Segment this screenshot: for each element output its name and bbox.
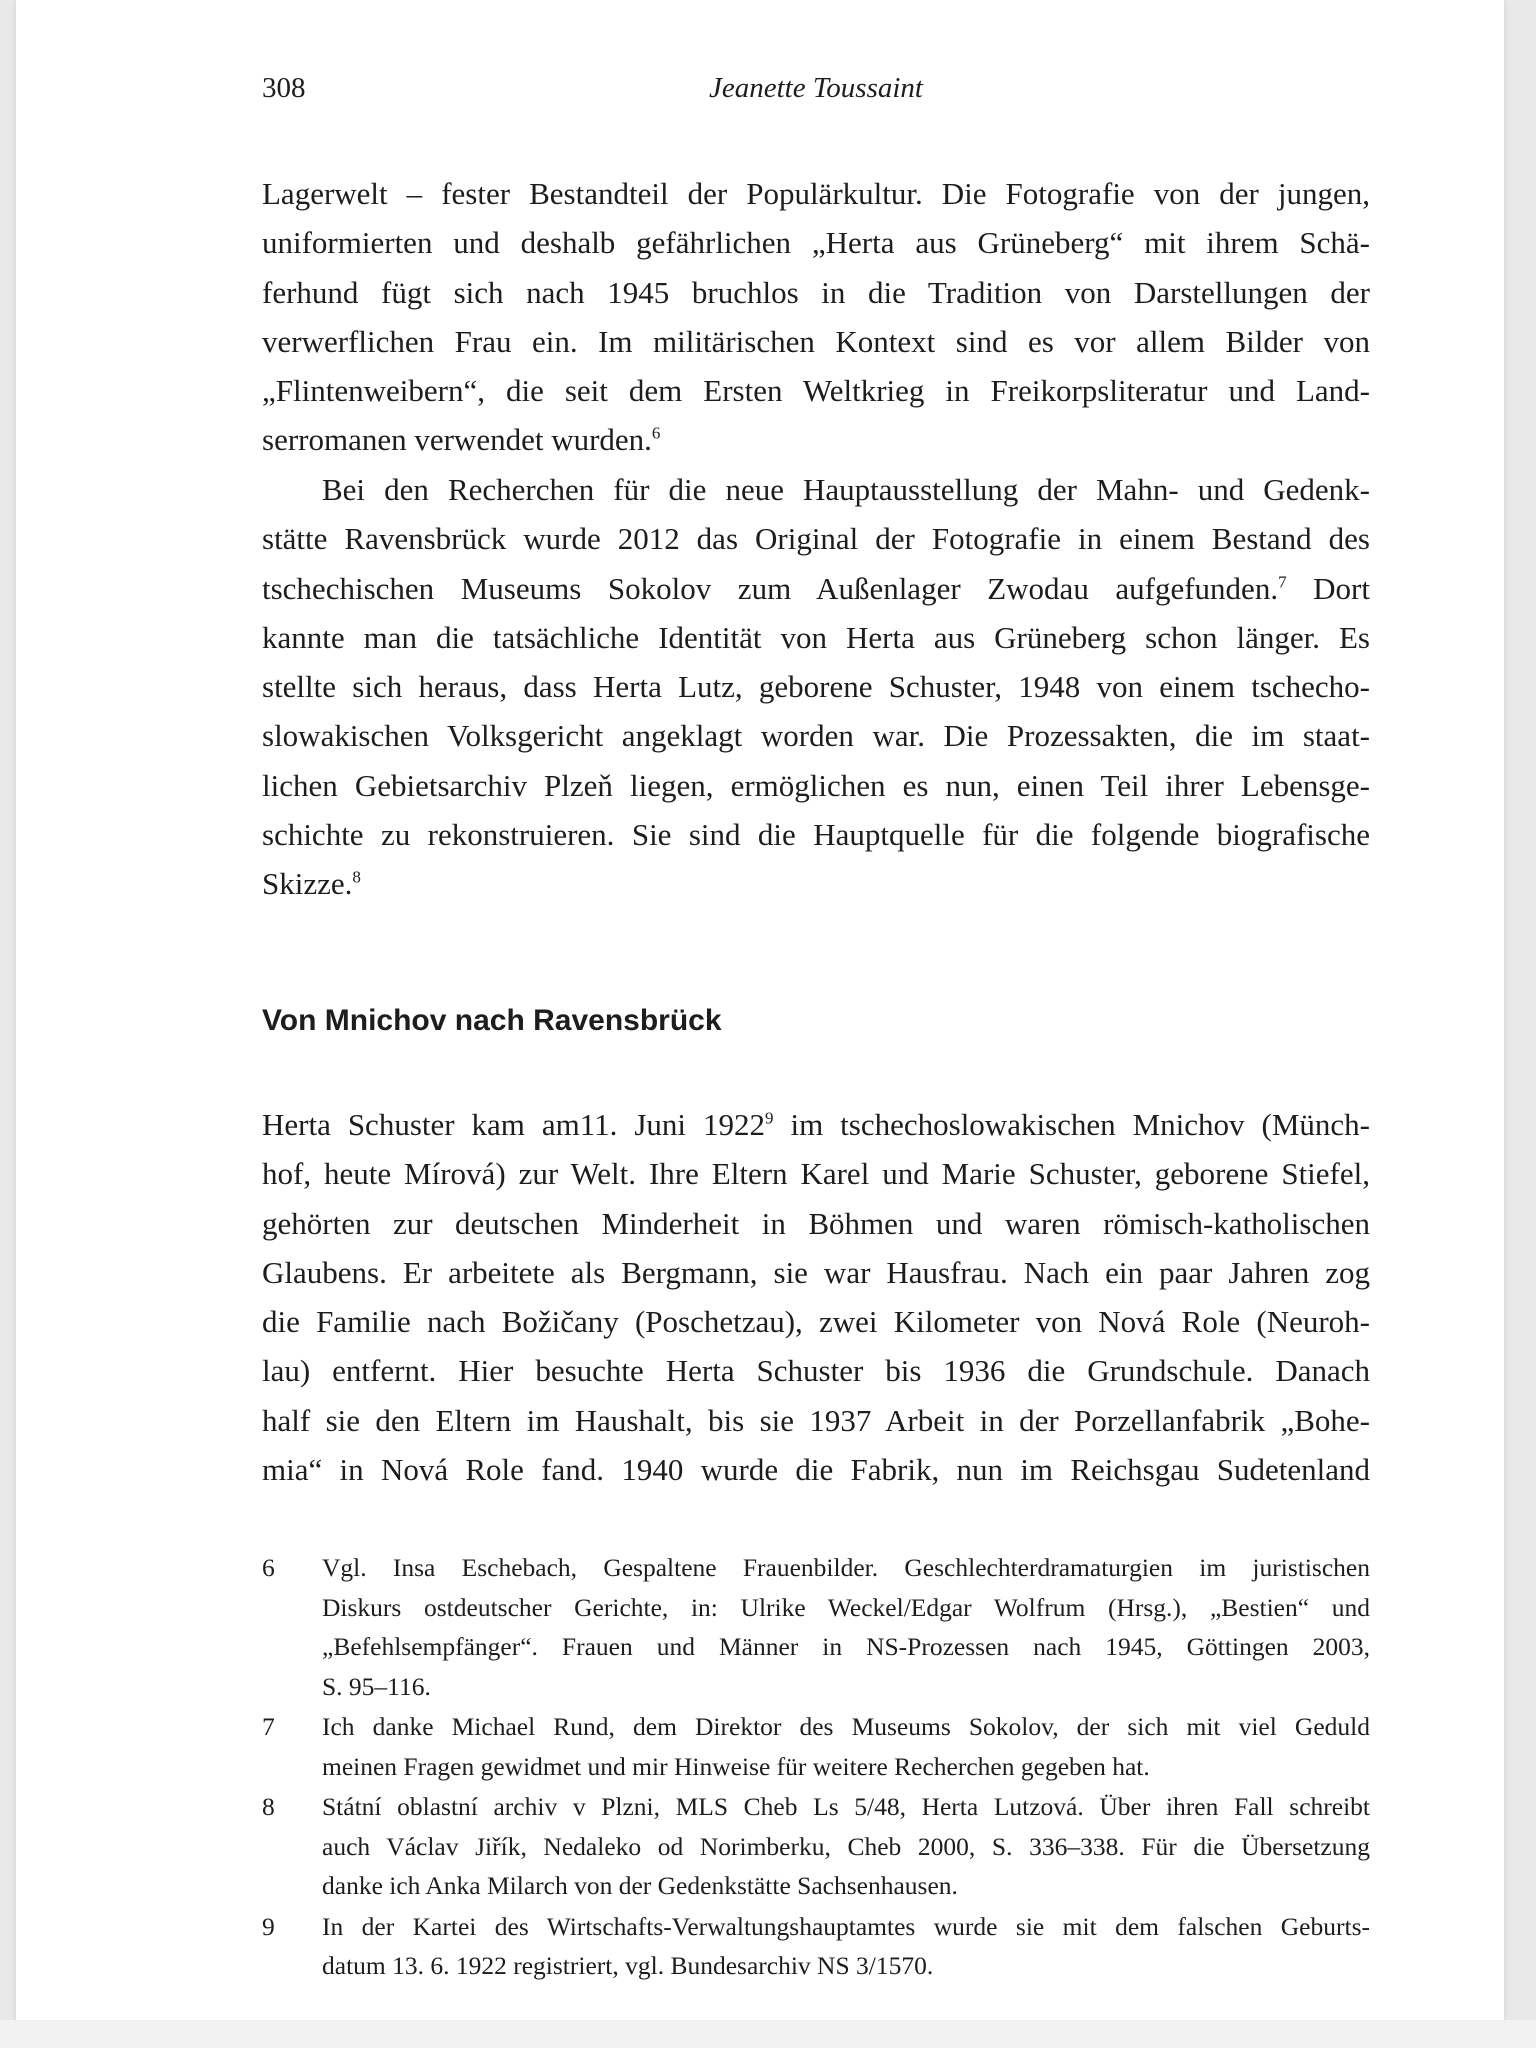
- text-line: verwerflichen Frau ein. Im militärischen Kontext sind es vor allem Bilder von: [262, 323, 1370, 359]
- footnote-8: [262, 1787, 1370, 1906]
- paragraph-2: [262, 465, 1370, 909]
- section-heading: Von Mnichov nach Ravensbrück: [262, 1004, 722, 1037]
- footnote-9: [262, 1907, 1370, 1986]
- footnote-text: [322, 1707, 1370, 1786]
- footnote-number: 9: [262, 1911, 275, 1941]
- footnote-text: [322, 1548, 1370, 1706]
- text-line: uniformierten und deshalb gefährlichen „Herta aus Grüneberg“ mit ihrem Schä-: [262, 225, 1370, 261]
- text-line: lichen Gebietsarchiv Plzeň liegen, ermöglichen es nun, einen Teil ihrer Lebensge-: [262, 767, 1370, 803]
- footnote-line: datum 13. 6. 1922 registriert, vgl. Bundesarchiv NS 3/1570.: [322, 1951, 934, 1980]
- footnote-line: auch Václav Jiřík, Nedaleko od Norimberku, Cheb 2000, S. 336–338. Für die Übersetzung: [322, 1831, 1370, 1861]
- text-segment: Herta Schuster kam am11. Juni 1922: [262, 1107, 765, 1142]
- text-segment: tschechischen Museums Sokolov zum Außenlager Zwodau aufgefunden.: [262, 570, 1279, 606]
- text-line: stellte sich heraus, dass Herta Lutz, geborene Schuster, 1948 von einem tschecho-: [262, 669, 1370, 705]
- footnote-line: Státní oblastní archiv v Plzni, MLS Cheb Ls 5/48, Herta Lutzová. Über ihren Fall schreibt: [322, 1792, 1370, 1821]
- text-line: ferhund fügt sich nach 1945 bruchlos in die Tradition von Darstellungen der: [262, 274, 1370, 310]
- text-line: stätte Ravensbrück wurde 2012 das Original der Fotografie in einem Bestand des: [262, 521, 1370, 557]
- running-head: Jeanette Toussaint: [708, 72, 923, 104]
- footnote-line: danke ich Anka Milarch von der Gedenkstätte Sachsenhausen.: [322, 1871, 958, 1900]
- footnote-ref[interactable]: 6: [651, 424, 661, 444]
- text-line: Lagerwelt – fester Bestandteil der Populärkultur. Die Fotografie von der jungen,: [262, 176, 1370, 211]
- footnote-line: S. 95–116.: [322, 1671, 431, 1701]
- text-line: half sie den Eltern im Haushalt, bis sie 1937 Arbeit in der Porzellanfabrik „Bohe-: [262, 1402, 1370, 1438]
- text-line: gehörten zur deutschen Minderheit in Böhmen und waren römisch-katholischen: [262, 1205, 1370, 1241]
- book-page: [16, 0, 1504, 2020]
- footnote-line: „Befehlsempfänger“. Frauen und Männer in NS-Prozessen nach 1945, Göttingen 2003,: [322, 1632, 1370, 1661]
- footnote-ref[interactable]: 7: [1278, 572, 1287, 592]
- text-line: kannte man die tatsächliche Identität von Herta aus Grüneberg schon länger. Es: [262, 619, 1370, 655]
- paragraph-1: [262, 169, 1370, 465]
- text-line: schichte zu rekonstruieren. Sie sind die Hauptquelle für die folgende biografische: [262, 817, 1370, 853]
- text-line: Glaubens. Er arbeitete als Bergmann, sie war Hausfrau. Nach ein paar Jahren zog: [262, 1254, 1370, 1290]
- text-segment: serromanen verwendet wurden.: [262, 422, 652, 458]
- text-segment: Skizze.: [262, 866, 353, 902]
- text-line: [262, 859, 1370, 908]
- footnote-text: [322, 1787, 1370, 1906]
- page-header: [262, 72, 1370, 112]
- footnote-line: In der Kartei des Wirtschafts-Verwaltungshauptamtes wurde sie mit dem falschen Geburts-: [322, 1911, 1370, 1941]
- footnotes: [262, 1548, 1370, 1987]
- text-segment: im tschechoslowakischen Mnichov (Münch-: [773, 1107, 1370, 1142]
- footnote-ref[interactable]: 8: [352, 868, 361, 888]
- footnote-line: meinen Fragen gewidmet und mir Hinweise für weitere Recherchen gegeben hat.: [322, 1751, 1150, 1781]
- viewer-background: [0, 2020, 1536, 2048]
- footnote-number: 7: [262, 1712, 275, 1741]
- footnote-ref[interactable]: 9: [764, 1108, 774, 1128]
- footnote-7: [262, 1707, 1370, 1786]
- text-line: mia“ in Nová Role fand. 1940 wurde die Fabrik, nun im Reichsgau Sudetenland: [262, 1452, 1370, 1488]
- page-number: 308: [262, 72, 306, 104]
- footnote-text: [322, 1907, 1370, 1986]
- footnote-line: Vgl. Insa Eschebach, Gespaltene Frauenbilder. Geschlechterdramaturgien im juristischen: [322, 1553, 1370, 1582]
- text-line: hof, heute Mírová) zur Welt. Ihre Eltern Karel und Marie Schuster, geborene Stiefel,: [262, 1156, 1370, 1192]
- text-line: Bei den Recherchen für die neue Hauptausstellung der Mahn- und Gedenk-: [322, 472, 1370, 507]
- text-line: die Familie nach Božičany (Poschetzau), zwei Kilometer von Nová Role (Neuroh-: [262, 1304, 1370, 1340]
- footnote-line: Ich danke Michael Rund, dem Direktor des Museums Sokolov, der sich mit viel Geduld: [322, 1712, 1370, 1741]
- text-segment: Dort: [1286, 570, 1370, 606]
- footnote-number: 6: [262, 1553, 275, 1582]
- text-line: [262, 415, 1370, 464]
- paragraph-3: [262, 1100, 1370, 1494]
- text-line: [262, 564, 1370, 613]
- text-line: [262, 1100, 1370, 1149]
- text-line: „Flintenweibern“, die seit dem Ersten Weltkrieg in Freikorpsliteratur und Land-: [262, 373, 1370, 409]
- footnote-6: [262, 1548, 1370, 1706]
- text-line: slowakischen Volksgericht angeklagt worden war. Die Prozessakten, die im staat-: [262, 718, 1370, 754]
- footnote-number: 8: [262, 1792, 275, 1821]
- text-line: lau) entfernt. Hier besuchte Herta Schuster bis 1936 die Grundschule. Danach: [262, 1353, 1370, 1389]
- footnote-line: Diskurs ostdeutscher Gerichte, in: Ulrike Weckel/Edgar Wolfrum (Hrsg.), „Bestien“ und: [322, 1592, 1370, 1622]
